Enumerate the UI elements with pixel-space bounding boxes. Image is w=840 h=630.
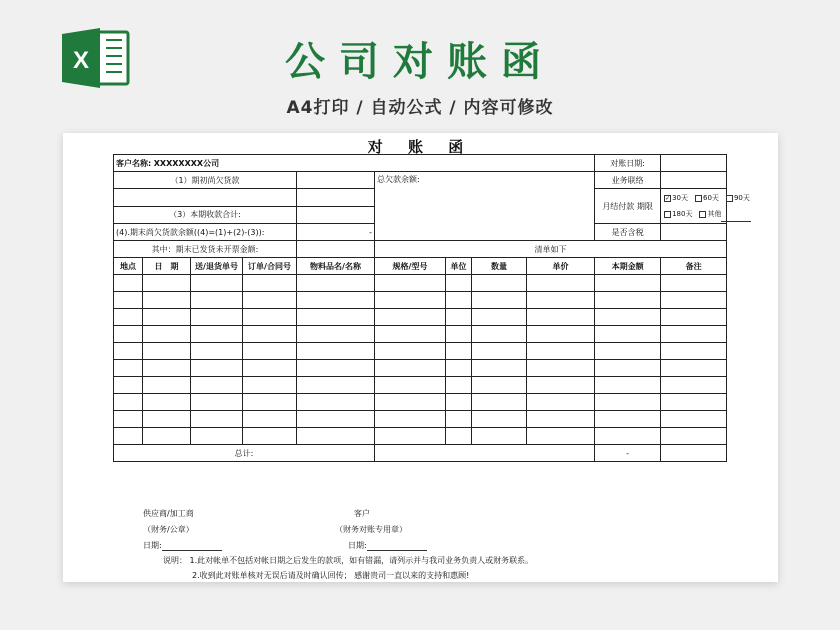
table-cell[interactable] (661, 377, 727, 394)
table-cell[interactable] (143, 343, 191, 360)
table-row (114, 428, 727, 445)
customer-label: 客户名称: (116, 158, 152, 168)
table-cell[interactable] (143, 411, 191, 428)
terms-option-60[interactable]: 60天 (695, 190, 719, 206)
table-cell[interactable] (527, 275, 595, 292)
received-label: （3）本期收款合计: (114, 206, 297, 224)
total-owed-label: 总欠款余额: (375, 172, 595, 241)
table-cell[interactable] (297, 343, 375, 360)
customer-date: 日期: (348, 540, 427, 551)
total-note[interactable] (661, 445, 727, 462)
table-cell[interactable] (527, 326, 595, 343)
hero-subtitle: A4打印 / 自动公式 / 内容可修改 (286, 98, 554, 118)
table-cell[interactable] (472, 394, 527, 411)
table-cell[interactable] (446, 292, 472, 309)
table-cell[interactable] (595, 411, 661, 428)
table-cell[interactable] (527, 411, 595, 428)
table-cell[interactable] (191, 428, 243, 445)
table-cell[interactable] (143, 360, 191, 377)
table-cell[interactable] (472, 326, 527, 343)
table-cell[interactable] (661, 394, 727, 411)
customer-value: XXXXXXXX公司 (153, 158, 220, 168)
date-value[interactable] (661, 155, 727, 172)
terms-options (661, 189, 750, 224)
customer-row (114, 155, 727, 172)
col-header: 单价 (527, 258, 595, 275)
table-cell[interactable] (191, 360, 243, 377)
table-cell[interactable] (446, 326, 472, 343)
table-cell[interactable] (595, 343, 661, 360)
terms-label: 月结付款 期限 (595, 189, 661, 224)
customer-seal: （财务对账专用章） (335, 525, 407, 534)
table-cell[interactable] (243, 292, 297, 309)
table-cell[interactable] (661, 309, 727, 326)
col-header: 订单/合同号 (243, 258, 297, 275)
shipment-label (114, 189, 297, 207)
opening-label: （1）期初尚欠货款 (114, 172, 297, 189)
table-cell[interactable] (446, 428, 472, 445)
table-cell[interactable] (114, 377, 143, 394)
supplier-label: 供应商/加工商 (143, 509, 194, 518)
table-cell[interactable] (143, 394, 191, 411)
supplier-date: 日期: (143, 540, 222, 551)
table-cell[interactable] (297, 411, 375, 428)
table-cell[interactable] (191, 326, 243, 343)
table-cell[interactable] (297, 428, 375, 445)
table-cell[interactable] (243, 394, 297, 411)
table-cell[interactable] (297, 360, 375, 377)
table-cell[interactable] (191, 394, 243, 411)
detail-label: 清单如下 (375, 241, 727, 258)
table-cell[interactable] (527, 343, 595, 360)
table-cell[interactable] (191, 275, 243, 292)
terms-option-90[interactable]: 90天 (726, 190, 750, 206)
table-cell[interactable] (472, 343, 527, 360)
table-cell[interactable] (661, 428, 727, 445)
table-cell[interactable] (446, 360, 472, 377)
table-cell[interactable] (527, 292, 595, 309)
table-cell[interactable] (191, 411, 243, 428)
table-cell[interactable] (595, 326, 661, 343)
table-cell[interactable] (375, 309, 446, 326)
table-cell[interactable] (114, 343, 143, 360)
table-cell[interactable] (191, 292, 243, 309)
table-cell[interactable] (472, 428, 527, 445)
table-cell[interactable] (527, 377, 595, 394)
table-cell[interactable] (243, 326, 297, 343)
table-cell[interactable] (375, 428, 446, 445)
table-cell[interactable] (297, 394, 375, 411)
hero-title: 公司对账函 (285, 39, 555, 85)
table-cell[interactable] (297, 309, 375, 326)
terms-option-other[interactable]: 其他 (699, 206, 751, 222)
terms-option-30[interactable]: ✓ 30天 (665, 194, 689, 202)
column-header-row (114, 258, 727, 275)
note-line-1: 说明： 1.此对帐单不包括对帐日期之后发生的款项，如有错漏，请列示并与我司业务负责人或财务联系。 (163, 556, 534, 565)
table-cell[interactable] (114, 411, 143, 428)
table-cell[interactable] (143, 309, 191, 326)
total-row (114, 445, 727, 462)
supplier-date-field[interactable] (162, 543, 222, 551)
table-row (114, 275, 727, 292)
business-label: 业务联络 (595, 172, 661, 189)
table-cell[interactable] (446, 343, 472, 360)
table-cell[interactable] (297, 377, 375, 394)
table-cell[interactable] (472, 411, 527, 428)
table-cell[interactable] (143, 428, 191, 445)
customer-sign-label: 客户 (354, 509, 370, 518)
table-cell[interactable] (243, 309, 297, 326)
table-row (114, 309, 727, 326)
total-blank (375, 445, 595, 462)
table-cell[interactable] (375, 394, 446, 411)
table-cell[interactable] (375, 377, 446, 394)
opening-value[interactable] (297, 172, 375, 189)
total-label: 总计: (114, 445, 375, 462)
table-cell[interactable] (297, 292, 375, 309)
table-cell[interactable] (243, 275, 297, 292)
col-header: 物料品名/名称 (297, 258, 375, 275)
table-cell[interactable] (472, 360, 527, 377)
table-cell[interactable] (527, 428, 595, 445)
table-row (114, 411, 727, 428)
opening-row (114, 172, 727, 189)
table-row (114, 343, 727, 360)
customer-cell[interactable] (114, 155, 595, 172)
customer-date-field[interactable] (367, 543, 427, 551)
table-cell[interactable] (375, 292, 446, 309)
table-cell[interactable] (143, 377, 191, 394)
table-cell[interactable] (446, 377, 472, 394)
table-row (114, 360, 727, 377)
col-header: 地点 (114, 258, 143, 275)
checkbox-icon (664, 211, 671, 218)
tax-value[interactable] (661, 224, 727, 241)
col-header: 备注 (661, 258, 727, 275)
table-cell[interactable] (595, 360, 661, 377)
table-cell[interactable] (661, 343, 727, 360)
table-cell[interactable] (114, 275, 143, 292)
table-cell[interactable] (661, 292, 727, 309)
table-row (114, 377, 727, 394)
table-cell[interactable] (375, 360, 446, 377)
table-cell[interactable] (472, 275, 527, 292)
table-cell[interactable] (661, 360, 727, 377)
supplier-seal: （财务/公章） (143, 525, 194, 534)
table-cell[interactable] (297, 275, 375, 292)
detail-rows (114, 275, 727, 445)
table-cell[interactable] (472, 309, 527, 326)
table-cell[interactable] (375, 275, 446, 292)
col-header: 送/退货单号 (191, 258, 243, 275)
table-cell[interactable] (114, 428, 143, 445)
table-cell[interactable] (243, 343, 297, 360)
statement-sheet (63, 133, 778, 582)
table-cell[interactable] (243, 377, 297, 394)
table-cell[interactable] (143, 292, 191, 309)
table-cell[interactable] (595, 377, 661, 394)
col-header: 日 期 (143, 258, 191, 275)
table-cell[interactable] (472, 292, 527, 309)
col-header: 本期金额 (595, 258, 661, 275)
note-line-2: 2.收到此对账单核对无误后请及时确认回传； 感谢贵司一直以来的支持和惠顾! (192, 571, 470, 580)
total-value: - (595, 445, 661, 462)
document-title: 对 账 函 (367, 138, 474, 156)
table-cell[interactable] (661, 411, 727, 428)
table-cell[interactable] (446, 411, 472, 428)
terms-option-180[interactable]: 180天 (664, 206, 692, 222)
table-cell[interactable] (446, 309, 472, 326)
table-cell[interactable] (527, 360, 595, 377)
table-cell[interactable] (297, 326, 375, 343)
table-cell[interactable] (595, 428, 661, 445)
table-cell[interactable] (114, 326, 143, 343)
table-cell[interactable] (114, 292, 143, 309)
table-cell[interactable] (595, 394, 661, 411)
table-cell[interactable] (661, 326, 727, 343)
table-cell[interactable] (191, 309, 243, 326)
table-cell[interactable] (375, 326, 446, 343)
table-cell[interactable] (527, 309, 595, 326)
table-cell[interactable] (595, 275, 661, 292)
table-cell[interactable] (143, 326, 191, 343)
closing-label: (4).期末尚欠货款余额((4)=(1)+(2)-(3)): (114, 224, 297, 241)
closing-value: - (297, 224, 375, 241)
col-header: 规格/型号 (375, 258, 446, 275)
date-label: 对账日期: (595, 155, 661, 172)
table-cell[interactable] (472, 377, 527, 394)
table-cell[interactable] (446, 275, 472, 292)
table-cell[interactable] (375, 411, 446, 428)
table-cell[interactable] (191, 377, 243, 394)
table-cell[interactable] (446, 394, 472, 411)
tax-label: 是否含税 (595, 224, 661, 241)
svg-text:X: X (72, 47, 90, 74)
table-cell[interactable] (243, 360, 297, 377)
table-row (114, 326, 727, 343)
received-value[interactable] (297, 206, 375, 224)
table-cell[interactable] (191, 343, 243, 360)
shipment-value[interactable] (297, 189, 375, 207)
business-value[interactable] (661, 172, 727, 189)
table-cell[interactable] (114, 394, 143, 411)
col-header: 数量 (472, 258, 527, 275)
uninvoiced-row (114, 241, 727, 258)
statement-table (113, 154, 750, 462)
table-cell[interactable] (243, 428, 297, 445)
table-cell[interactable] (114, 309, 143, 326)
table-cell[interactable] (375, 343, 446, 360)
checkbox-checked-icon: ✓ (665, 194, 671, 202)
table-cell[interactable] (527, 394, 595, 411)
table-cell[interactable] (114, 360, 143, 377)
table-cell[interactable] (595, 309, 661, 326)
table-row (114, 292, 727, 309)
col-header: 单位 (446, 258, 472, 275)
uninvoiced-value[interactable] (297, 241, 375, 258)
table-cell[interactable] (143, 275, 191, 292)
table-cell[interactable] (595, 292, 661, 309)
uninvoiced-label: 其中：期末已发货未开票金额: (114, 241, 297, 258)
checkbox-icon (695, 195, 702, 202)
table-row (114, 394, 727, 411)
table-cell[interactable] (243, 411, 297, 428)
checkbox-icon (726, 195, 733, 202)
checkbox-icon (699, 211, 706, 218)
table-cell[interactable] (661, 275, 727, 292)
